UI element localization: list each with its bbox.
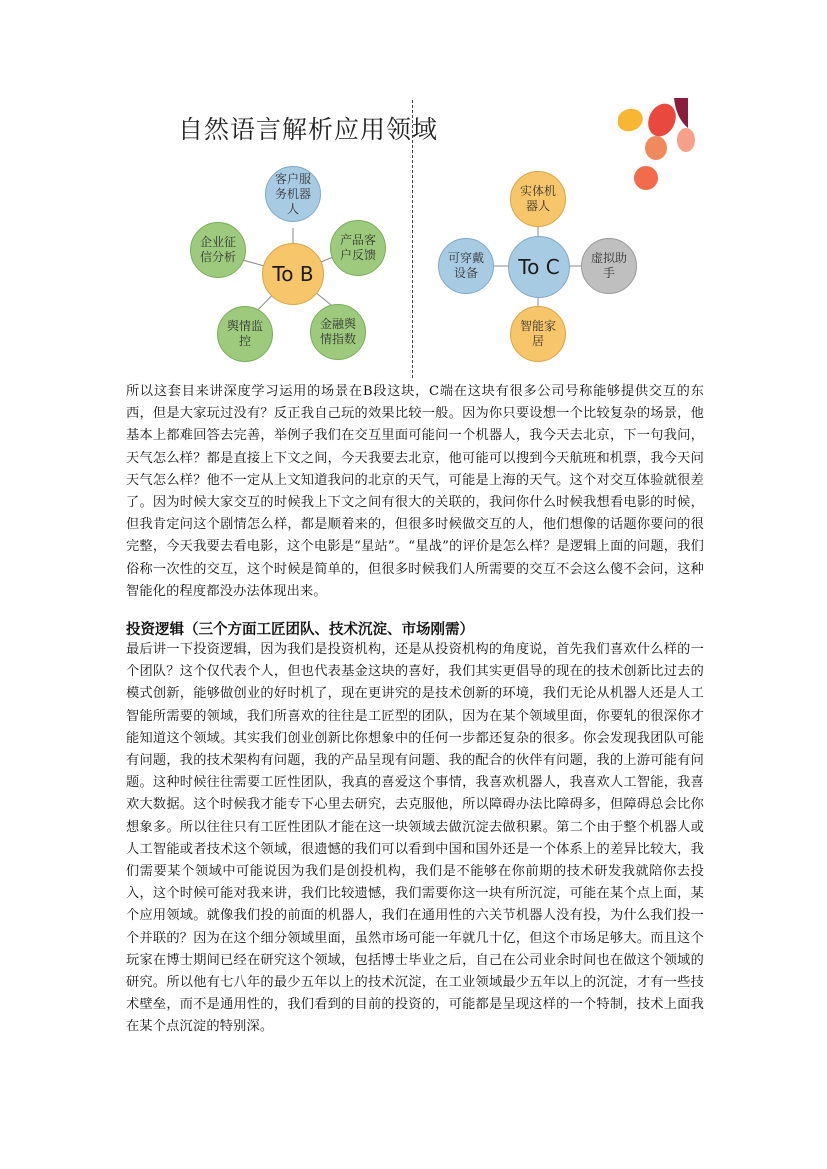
- to-b-node-customer-service: 客户服务机器人: [265, 166, 321, 222]
- to-c-node-wearables: 可穿戴设备: [438, 238, 494, 294]
- to-b-center: To B: [262, 243, 324, 305]
- to-b-node-credit-analysis: 企业征信分析: [190, 222, 246, 278]
- body-paragraph-1: 所以这套目来讲深度学习运用的场景在B段这块，C端在这块有很多公司号称能够提供交互的东西，但是大家玩过没有？反正我自己玩的效果比较一般。因为你只要设想一个比较复杂的场景，他基本上都难回答去完善，举例子我们在交互里面可能问一个机器人，我今天去北京，下一句我问，天气怎么样？都是直接上下文之间，今天我要去北京，他可能可以搜到今天航班和机票，我今天问天气怎么样？他不一定从上文知道我问的北京的天气，可能是上海的天气。这个对交互体验就很差了。因为时候大家交互的时候我上下文之间有很大的关联的，我问你什么时候我想看电影的时候，但我肯定问这个剧情怎么样，都是顺着来的，但很多时候做交互的人，他们想像的话题你要问的很完整，今天我要去看电影，这个电影是“星站”。“星战”的评价是怎么样？是逻辑上面的问题，我们俗称一次性的交互，这个时候是简单的，但很多时候我们人所需要的交互不会这么傻不会问，这种智能化的程度都没办法体现出来。: [126, 384, 704, 599]
- to-c-node-smart-home: 智能家居: [510, 306, 566, 362]
- to-b-node-finance-sentiment: 金融舆情指数: [310, 304, 366, 360]
- to-c-center: To C: [508, 236, 570, 298]
- to-c-node-virtual-assistant: 虚拟助手: [581, 238, 637, 294]
- to-c-node-physical-robot: 实体机器人: [510, 171, 566, 227]
- to-b-node-opinion-monitoring: 舆情监控: [217, 306, 273, 362]
- nlp-application-diagram: [128, 96, 698, 381]
- section-heading-investment-logic: 投资逻辑（三个方面工匠团队、技术沉淀、市场刚需）: [126, 622, 474, 638]
- diagram-title: 自然语言解析应用领域: [178, 115, 439, 144]
- body-paragraph-2: 最后讲一下投资逻辑，因为我们是投资机构，还是从投资机构的角度说，首先我们喜欢什么样的一个团队？这个仅代表个人，但也代表基金这块的喜好，我们其实更倡导的现在的技术创新比过去的模式创新，能够做创业的好时机了，现在更讲究的是技术创新的环境，我们无论从机器人还是人工智能所需要的领域，我们所喜欢的往往是工匠型的团队，因为在某个领域里面，你要轧的很深你才能知道这个领域。其实我们创业创新比你想象中的任何一步都还复杂的很多。你会发现我团队可能有问题，我的技术架构有问题，我的产品呈现有问题、我的配合的伙伴有问题，我的上游可能有问题。这种时候往往需要工匠性团队，我真的喜爱这个事情，我喜欢机器人，我喜欢人工智能，我喜欢大数据。这个时候我才能专下心里去研究，去克服他，所以障碍办法比障碍多，但障碍总会比你想象多。所以往往只有工匠性团队才能在这一块领域去做沉淀去做积累。第二个由于整个机器人或人工智能或者技术这个领域，很遗憾的我们可以看到中国和国外还是一个体系上的差异比较大，我们需要某个领域中可能说因为我们是创投机构，我们是不能够在你前期的技术研发我就陪你去投入，这个时候可能对我来讲，我们比较遗憾，我们需要你这一块有所沉淀，可能在某个点上面，某个应用领域。就像我们投的前面的机器人，我们在通用性的六关节机器人没有投，为什么我们投一个并联的？因为在这个细分领域里面，虽然市场可能一年就几十亿，但这个市场足够大。而且这个玩家在博士期间已经在研究这个领域，包括博士毕业之后，自己在公司业余时间也在做这个领域的研究。所以他有七八年的最少五年以上的技术沉淀，在工业领域最少五年以上的沉淀，才有一些技术壁垒，而不是通用性的，我们看到的目前的投资的，可能都是呈现这样的一个特制，技术上面我在某个点沉淀的特别深。: [126, 642, 704, 1035]
- to-b-node-product-feedback: 产品客户反馈: [330, 220, 386, 276]
